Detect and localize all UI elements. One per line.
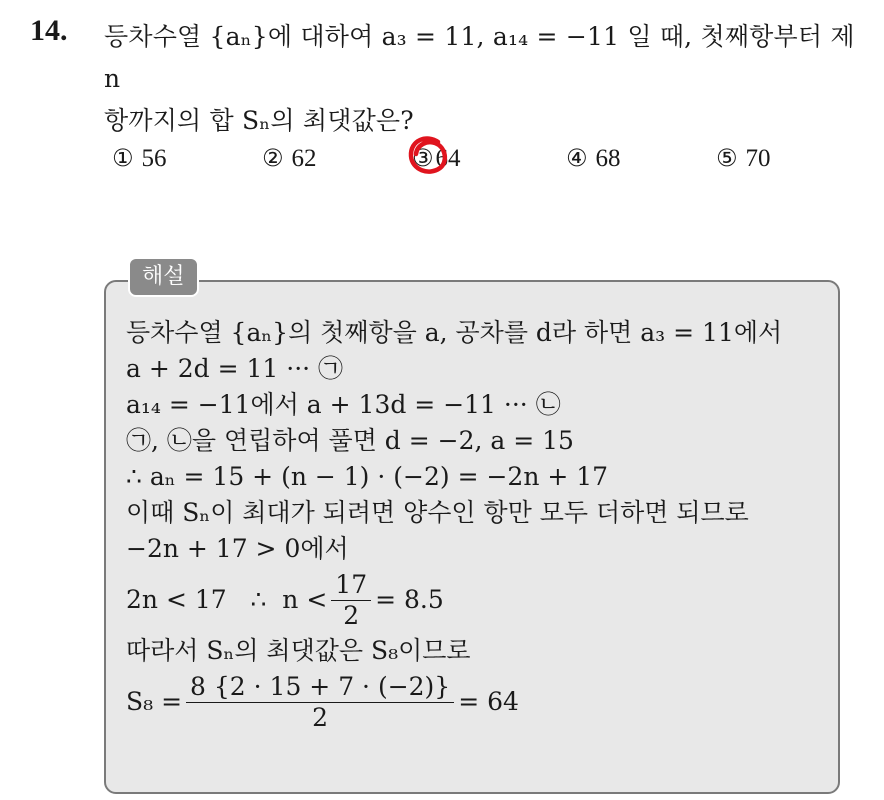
choice-5-value: 70: [745, 145, 771, 172]
choice-1[interactable]: [112, 140, 167, 177]
solution-line-6: 이때 Sₙ이 최대가 되려면 양수인 항만 모두 더하면 되므로: [126, 498, 749, 527]
final-prefix: S₈ =: [126, 687, 183, 716]
choice-5-number: ⑤: [716, 144, 738, 172]
problem-line-2: 항까지의 합 Sₙ의 최댓값은?: [104, 106, 414, 135]
problem-line-1: 등차수열 {aₙ}에 대하여 a₃ = 11, a₁₄ = −11 일 때, 첫째항부터 제 n: [104, 22, 855, 93]
final-suffix: = 64: [458, 687, 519, 716]
solution-line-3: a₁₄ = −11에서 a + 13d = −11 ··· ㉡: [126, 390, 561, 419]
solution-line-1: 등차수열 {aₙ}의 첫째항을 a, 공차를 d라 하면 a₃ = 11에서: [126, 318, 783, 347]
solution-line-conclusion: 따라서 Sₙ의 최댓값은 S₈이므로: [126, 636, 471, 665]
answer-choices: [0, 140, 884, 180]
final-numerator: 8 {2 · 15 + 7 · (−2)}: [186, 672, 454, 703]
choice-4[interactable]: [566, 140, 621, 177]
solution-line-5: ∴ aₙ = 15 + (n − 1) · (−2) = −2n + 17: [126, 462, 609, 491]
fraction-numerator: 17: [331, 570, 371, 601]
fraction-line-prefix: 2n < 17 ∴ n <: [126, 585, 328, 614]
choice-5[interactable]: [716, 140, 771, 177]
problem-number: 14.: [30, 14, 68, 47]
solution-line-2: a + 2d = 11 ··· ㉠: [126, 354, 344, 383]
choice-4-number: ④: [566, 144, 588, 172]
choice-3-value: 64: [435, 145, 461, 172]
choice-3[interactable]: [412, 140, 461, 177]
solution-line-4: ㉠, ㉡을 연립하여 풀면 d = −2, a = 15: [126, 426, 574, 455]
choice-1-number: ①: [112, 144, 134, 172]
solution-tag: 해설: [128, 257, 199, 297]
solution-fraction-line: [126, 567, 826, 633]
choice-3-number: ③: [412, 144, 434, 172]
choice-2-value: 62: [291, 145, 317, 172]
final-denominator: 2: [312, 702, 329, 732]
fraction-denominator: 2: [343, 600, 360, 630]
solution-content: [126, 315, 826, 735]
choice-1-value: 56: [141, 145, 167, 172]
fraction-17-over-2: [331, 570, 371, 631]
final-fraction: [186, 672, 454, 733]
solution-line-7: −2n + 17 > 0에서: [126, 534, 349, 563]
choice-2[interactable]: [262, 140, 317, 177]
solution-final-line: [126, 669, 826, 735]
fraction-line-suffix: = 8.5: [375, 585, 444, 614]
problem-statement: [104, 16, 874, 142]
choice-4-value: 68: [595, 145, 621, 172]
choice-2-number: ②: [262, 144, 284, 172]
